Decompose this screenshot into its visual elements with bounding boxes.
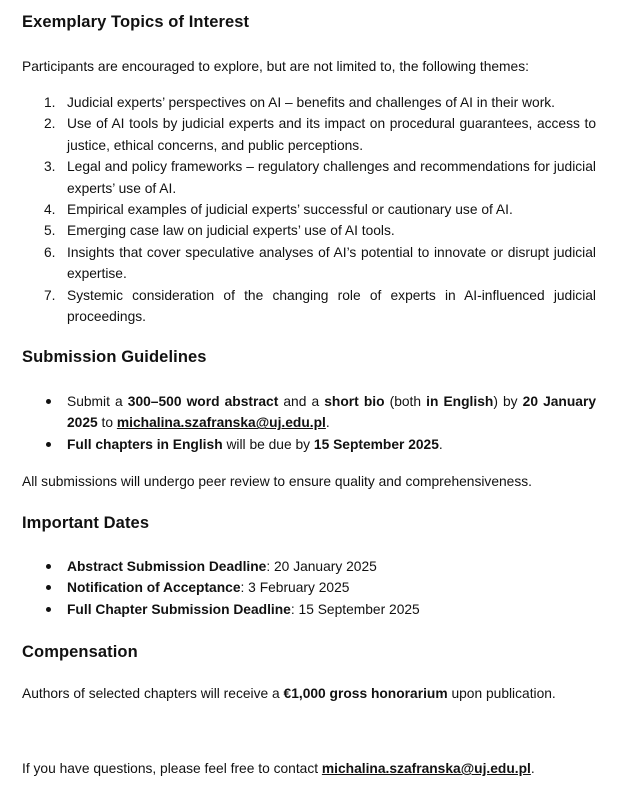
submission-list <box>22 391 596 455</box>
compensation-heading: Compensation <box>22 643 138 661</box>
bullet-icon <box>46 585 51 590</box>
submission-heading: Submission Guidelines <box>22 348 207 366</box>
list-item: 2. Use of AI tools by judicial experts and its impact on procedural guarantees, access to justice, ethical concerns, and public perceptions. <box>44 116 596 153</box>
list-item: Full Chapter Submission Deadline: 15 September 2025 <box>22 599 596 620</box>
peer-review-note: All submissions will undergo peer review to ensure quality and comprehensiveness. <box>22 474 532 489</box>
compensation-text: Authors of selected chapters will receive a €1,000 gross honorarium upon publication. <box>22 686 556 701</box>
list-item: 7. Systemic consideration of the changing role of experts in AI-influenced judicial proceedings. <box>44 287 596 325</box>
contact-text: If you have questions, please feel free to contact michalina.szafranska@uj.edu.pl. <box>22 761 535 776</box>
bullet-icon <box>46 399 51 404</box>
list-item: Notification of Acceptance: 3 February 2025 <box>22 577 596 598</box>
topics-list <box>22 92 596 327</box>
contact-email-link[interactable]: michalina.szafranska@uj.edu.pl <box>321 761 531 776</box>
bullet-icon <box>46 607 51 612</box>
list-item: 6. Insights that cover speculative analyses of AI’s potential to innovate or disrupt judicial expertise. <box>44 244 596 282</box>
topics-intro: Participants are encouraged to explore, but are not limited to, the following themes: <box>22 59 529 74</box>
topics-heading: Exemplary Topics of Interest <box>22 13 250 31</box>
list-item: 1. Judicial experts’ perspectives on AI – benefits and challenges of AI in their work. <box>44 95 556 110</box>
dates-list <box>22 556 596 620</box>
email-link[interactable]: michalina.szafranska@uj.edu.pl <box>116 415 326 431</box>
bullet-icon <box>46 564 51 569</box>
list-item: 3. Legal and policy frameworks – regulatory challenges and recommendations for judicial experts’ use of AI. <box>44 159 596 196</box>
list-item: 5. Emerging case law on judicial experts’ use of AI tools. <box>44 223 395 239</box>
bullet-icon <box>46 442 51 447</box>
list-item: Submit a 300–500 word abstract and a short bio (both in English) by 20 January 2025 to michalina.szafranska@uj.edu.pl. <box>22 391 596 434</box>
list-item: 4. Empirical examples of judicial experts’ successful or cautionary use of AI. <box>44 202 513 218</box>
dates-heading: Important Dates <box>22 514 150 532</box>
list-item: Full chapters in English will be due by 15 September 2025. <box>22 434 596 455</box>
list-item: Abstract Submission Deadline: 20 January 2025 <box>22 556 596 577</box>
